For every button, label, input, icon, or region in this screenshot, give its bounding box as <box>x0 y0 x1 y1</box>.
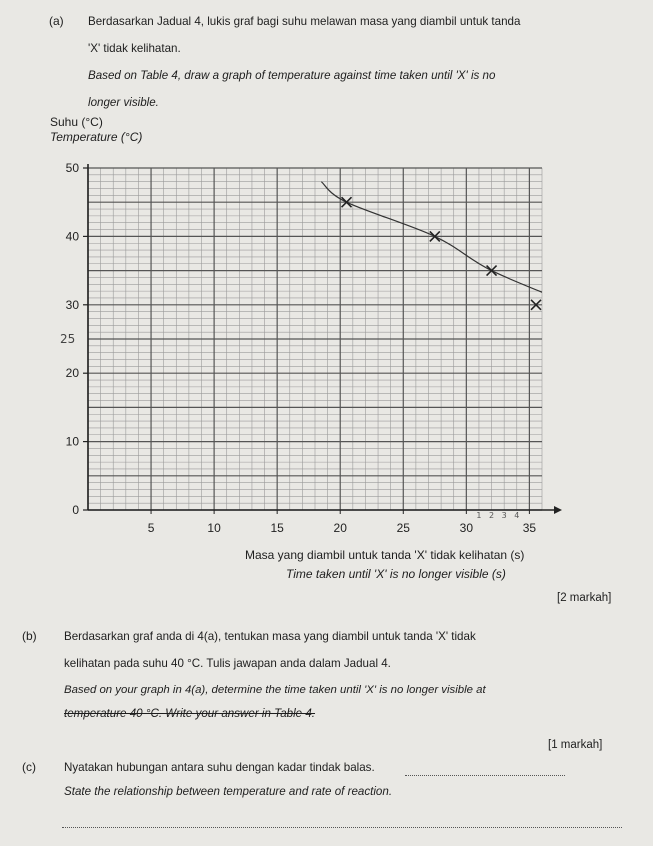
part-a-label: (a) <box>49 14 64 28</box>
part-a-english-line2: longer visible. <box>88 96 159 109</box>
part-c-label: (c) <box>22 760 36 774</box>
handwritten-x-mark: 2 <box>489 511 495 520</box>
y-tick-label: 20 <box>65 366 79 381</box>
x-axis-label-english: Time taken until 'X' is no longer visible (s) <box>286 567 506 581</box>
part-a-malay-line2: 'X' tidak kelihatan. <box>88 42 181 55</box>
part-b-label: (b) <box>22 629 37 643</box>
handwritten-y-label: 25 <box>60 332 76 346</box>
y-tick-label: 0 <box>72 503 79 517</box>
x-axis-arrow <box>554 506 562 514</box>
x-tick-label: 5 <box>147 521 155 535</box>
part-b-english-line1: Based on your graph in 4(a), determine the time taken until 'X' is no longer visible at <box>64 684 486 696</box>
answer-line-short[interactable] <box>405 775 565 776</box>
part-a-malay-line1: Berdasarkan Jadual 4, lukis graf bagi suhu melawan masa yang diambil untuk tanda <box>88 15 521 28</box>
x-axis-label-malay: Masa yang diambil untuk tanda 'X' tidak kelihatan (s) <box>245 548 525 562</box>
y-tick-label: 30 <box>65 297 79 312</box>
x-tick-label: 25 <box>396 521 410 535</box>
part-c-english-line1: State the relationship between temperature and rate of reaction. <box>64 785 393 798</box>
part-b-malay-line2: kelihatan pada suhu 40 °C. Tulis jawapan anda dalam Jadual 4. <box>64 657 391 670</box>
x-tick-label: 20 <box>333 521 347 535</box>
answer-line[interactable] <box>62 827 622 828</box>
handwritten-x-mark: 4 <box>514 511 520 520</box>
y-tick-label: 40 <box>65 229 79 244</box>
part-a-english-line1: Based on Table 4, draw a graph of temperature against time taken until 'X' is no <box>88 69 496 82</box>
part-b-english-line2: temperature 40 °C. Write your answer in Table 4. <box>64 707 316 720</box>
y-axis-label-english: Temperature (°C) <box>50 130 143 144</box>
y-tick-label: 10 <box>65 434 79 449</box>
x-tick-label: 35 <box>522 521 537 535</box>
handwritten-x-mark: 3 <box>501 511 507 520</box>
handwritten-x-mark: 1 <box>476 511 482 520</box>
part-b-malay-line1: Berdasarkan graf anda di 4(a), tentukan masa yang diambil untuk tanda 'X' tidak <box>64 630 476 643</box>
y-tick-label: 50 <box>65 161 79 175</box>
x-tick-label: 10 <box>207 521 221 535</box>
part-a-marks: [2 markah] <box>557 592 612 604</box>
y-axis-label-malay: Suhu (°C) <box>50 115 103 129</box>
x-tick-label: 30 <box>459 521 474 535</box>
x-tick-label: 15 <box>270 521 284 535</box>
part-b-marks: [1 markah] <box>548 739 603 751</box>
part-c-malay-line1: Nyatakan hubungan antara suhu dengan kadar tindak balas. <box>64 761 375 774</box>
